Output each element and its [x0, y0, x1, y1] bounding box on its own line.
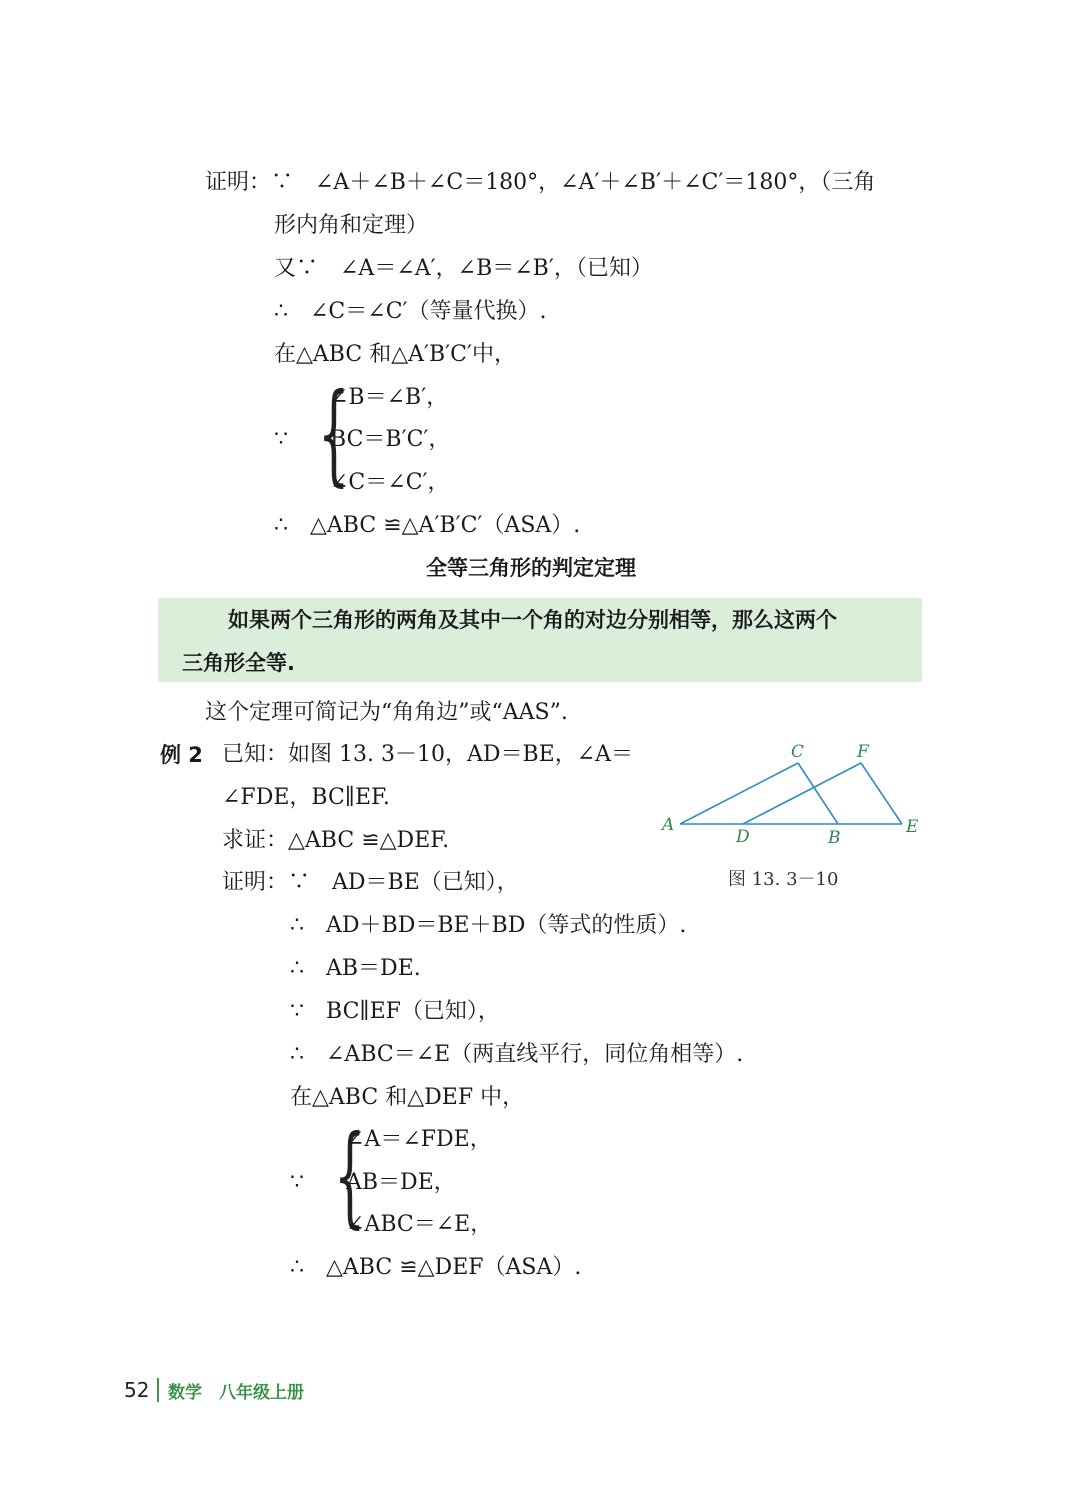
figure-line-fe [861, 763, 902, 824]
triangle-figure [650, 735, 930, 855]
example-proof-line1: 证明：∵ AD＝BE（已知）， [222, 870, 519, 895]
figure-line-cb [798, 763, 838, 824]
page-number: 52 [124, 1378, 150, 1402]
figure-label-e: E [906, 817, 919, 837]
example-given-line1: 已知：如图 13. 3－10，AD＝BE，∠A＝ [222, 742, 634, 767]
proof1-line3: 又∵ ∠A＝∠A′，∠B＝∠B′，（已知） [274, 256, 653, 281]
example-proof-line3: ∴ AB＝DE. [290, 956, 421, 981]
figure-label-f: F [857, 742, 869, 762]
example-proof-line2: ∴ AD＋BD＝BE＋BD（等式的性质）. [290, 913, 687, 938]
example-brace-line1: ∠A＝∠FDE， [346, 1127, 492, 1152]
proof1-brace-line2: BC＝B′C′， [330, 427, 451, 452]
proof1-line5: 在△ABC 和△A′B′C′中， [274, 342, 517, 367]
footer-divider [157, 1378, 159, 1402]
example-because-symbol: ∵ [290, 1170, 304, 1195]
example-proof-line4: ∵ BC∥EF（已知）， [290, 999, 500, 1024]
figure-label-b: B [828, 828, 841, 848]
proof1-line1: 证明：∵ ∠A＋∠B＋∠C＝180°，∠A′＋∠B′＋∠C′＝180°，（三角 [205, 170, 876, 195]
figure-label-a: A [662, 815, 675, 835]
figure-label-d: D [736, 827, 750, 847]
proof1-because-symbol: ∵ [274, 427, 288, 452]
theorem-heading: 全等三角形的判定定理 [426, 556, 636, 580]
theorem-line2: 三角形全等. [182, 651, 295, 675]
proof1-line2: 形内角和定理） [274, 213, 429, 238]
proof1-brace: { [318, 369, 350, 497]
example-proof-line6: 在△ABC 和△DEF 中， [290, 1085, 525, 1110]
book-title: 数学 八年级上册 [168, 1383, 304, 1403]
figure-label-c: C [791, 742, 805, 762]
example-conclusion: ∴ △ABC ≌△DEF（ASA）. [290, 1255, 582, 1280]
proof1-line4: ∴ ∠C＝∠C′（等量代换）. [274, 299, 547, 324]
proof1-conclusion: ∴ △ABC ≌△A′B′C′（ASA）. [274, 513, 581, 538]
figure-line-df [743, 763, 861, 824]
example-proof-line5: ∴ ∠ABC＝∠E（两直线平行，同位角相等）. [290, 1042, 744, 1067]
example-given-line2: ∠FDE，BC∥EF. [222, 785, 390, 810]
theorem-line1: 如果两个三角形的两角及其中一个角的对边分别相等，那么这两个 [228, 608, 837, 632]
example-prove: 求证：△ABC ≌△DEF. [222, 828, 450, 853]
aas-note: 这个定理可简记为“角角边”或“AAS”. [205, 700, 568, 725]
example-brace-line2: AB＝DE， [346, 1170, 456, 1195]
figure-line-ac [680, 763, 798, 824]
example-brace-line3: ∠ABC＝∠E， [346, 1212, 493, 1237]
proof1-brace-line1: ∠B＝∠B′， [330, 385, 449, 410]
figure-caption: 图 13. 3－10 [728, 869, 839, 890]
proof1-brace-line3: ∠C＝∠C′， [330, 470, 450, 495]
example-brace: { [334, 1111, 366, 1239]
example-label: 例 2 [160, 743, 203, 767]
